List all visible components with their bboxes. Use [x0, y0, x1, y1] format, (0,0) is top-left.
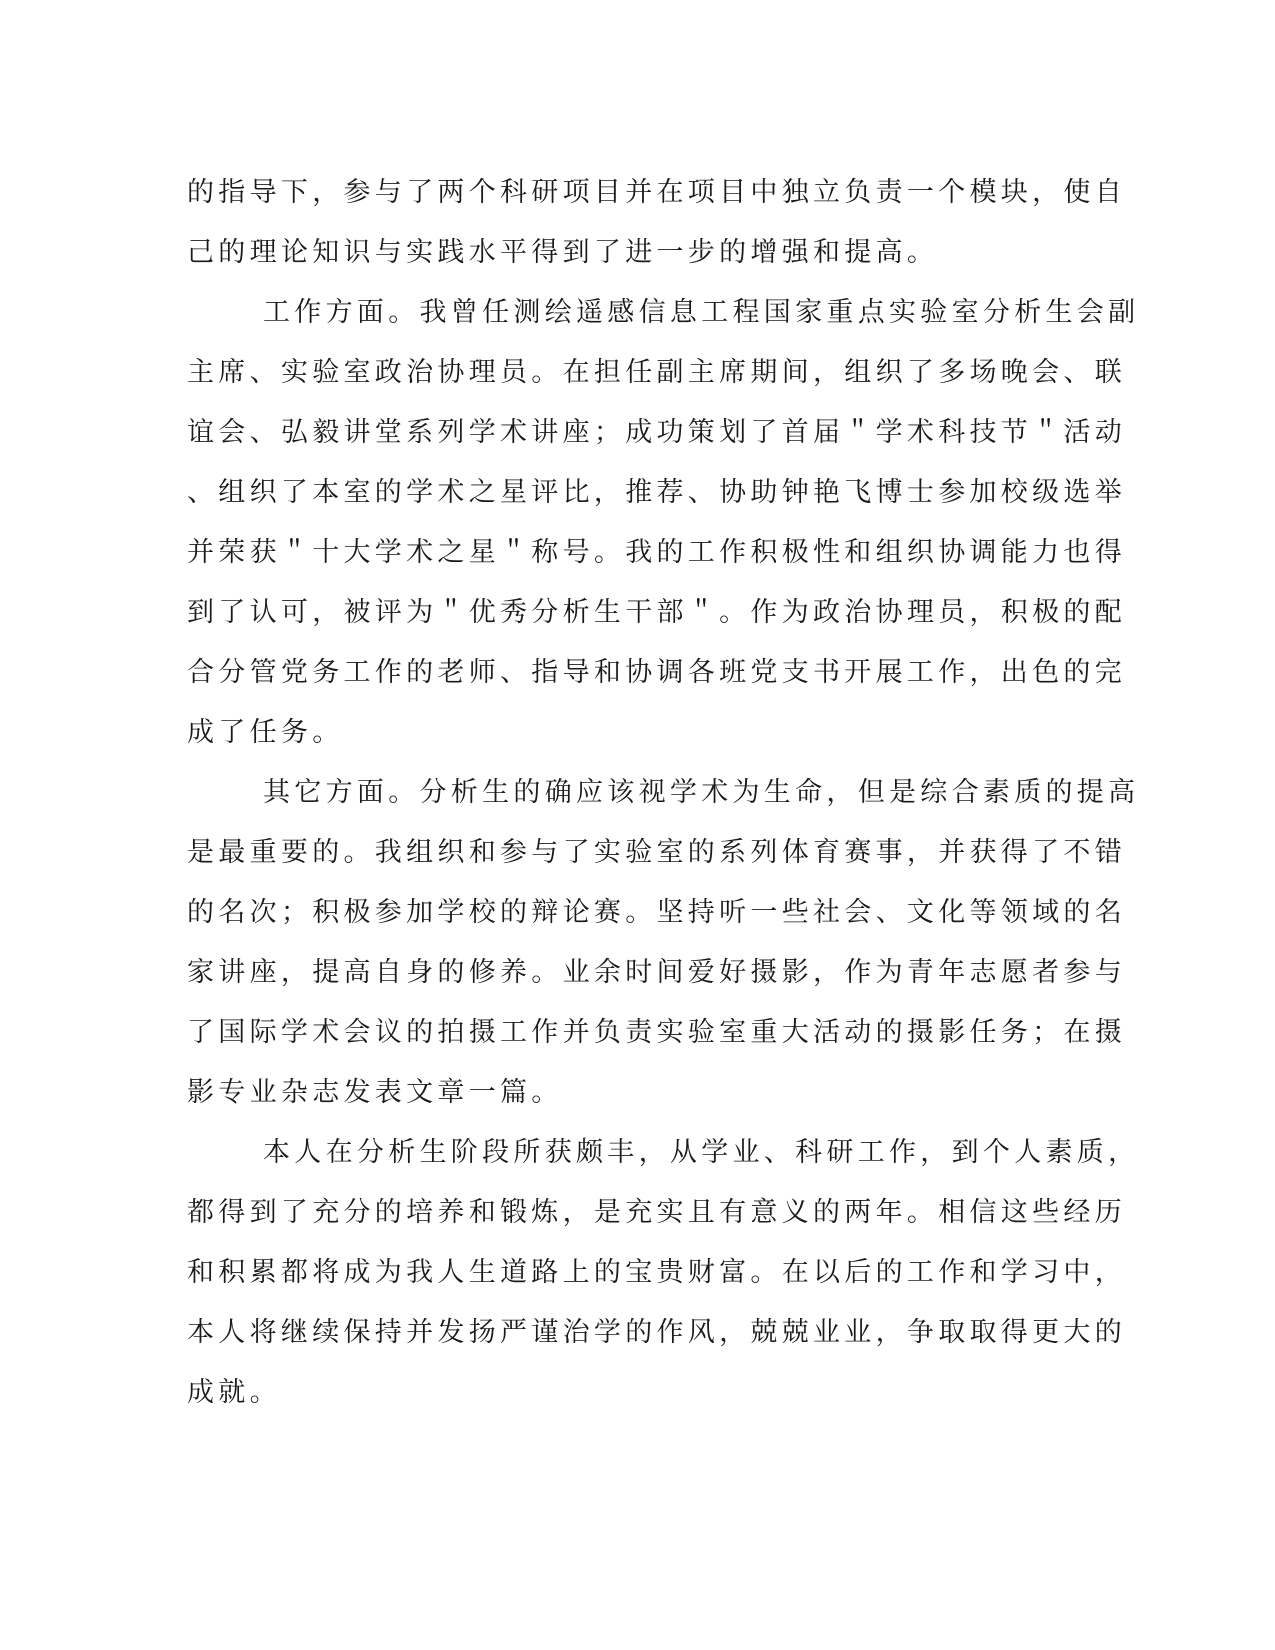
text-line: 谊会、弘毅讲堂系列学术讲座；成功策划了首届＂学术科技节＂活动: [187, 417, 1126, 448]
text-line: 其它方面。分析生的确应该视学术为生命，但是综合素质的提高: [263, 777, 1140, 808]
text-line: 成就。: [187, 1377, 281, 1408]
text-line: 家讲座，提高自身的修养。业余时间爱好摄影，作为青年志愿者参与: [187, 957, 1126, 988]
paragraph-work: [187, 283, 1140, 763]
text-line: 影专业杂志发表文章一篇。: [187, 1077, 563, 1108]
text-line: 是最重要的。我组织和参与了实验室的系列体育赛事，并获得了不错: [187, 837, 1126, 868]
text-line: 的名次；积极参加学校的辩论赛。坚持听一些社会、文化等领域的名: [187, 897, 1126, 928]
text-line: 了国际学术会议的拍摄工作并负责实验室重大活动的摄影任务；在摄: [187, 1017, 1126, 1048]
paragraph-other: [187, 763, 1140, 1123]
text-line: 和积累都将成为我人生道路上的宝贵财富。在以后的工作和学习中，: [187, 1257, 1126, 1288]
text-line: 的指导下，参与了两个科研项目并在项目中独立负责一个模块，使自: [187, 177, 1126, 208]
document-body: [187, 163, 1140, 1423]
text-line: 成了任务。: [187, 717, 344, 748]
text-line: 己的理论知识与实践水平得到了进一步的增强和提高。: [187, 237, 939, 268]
text-line: 到了认可，被评为＂优秀分析生干部＂。作为政治协理员，积极的配: [187, 597, 1126, 628]
text-line: 并荣获＂十大学术之星＂称号。我的工作积极性和组织协调能力也得: [187, 537, 1126, 568]
text-line: 主席、实验室政治协理员。在担任副主席期间，组织了多场晚会、联: [187, 357, 1126, 388]
text-line: 本人将继续保持并发扬严谨治学的作风，兢兢业业，争取取得更大的: [187, 1317, 1126, 1348]
text-line: 本人在分析生阶段所获颇丰，从学业、科研工作，到个人素质，: [263, 1137, 1140, 1168]
text-line: 合分管党务工作的老师、指导和协调各班党支书开展工作，出色的完: [187, 657, 1126, 688]
text-line: 、组织了本室的学术之星评比，推荐、协助钟艳飞博士参加校级选举: [187, 477, 1126, 508]
text-line: 工作方面。我曾任测绘遥感信息工程国家重点实验室分析生会副: [263, 297, 1140, 328]
text-line: 都得到了充分的培养和锻炼，是充实且有意义的两年。相信这些经历: [187, 1197, 1126, 1228]
paragraph-summary: [187, 1123, 1140, 1423]
paragraph-research: [187, 163, 1126, 283]
